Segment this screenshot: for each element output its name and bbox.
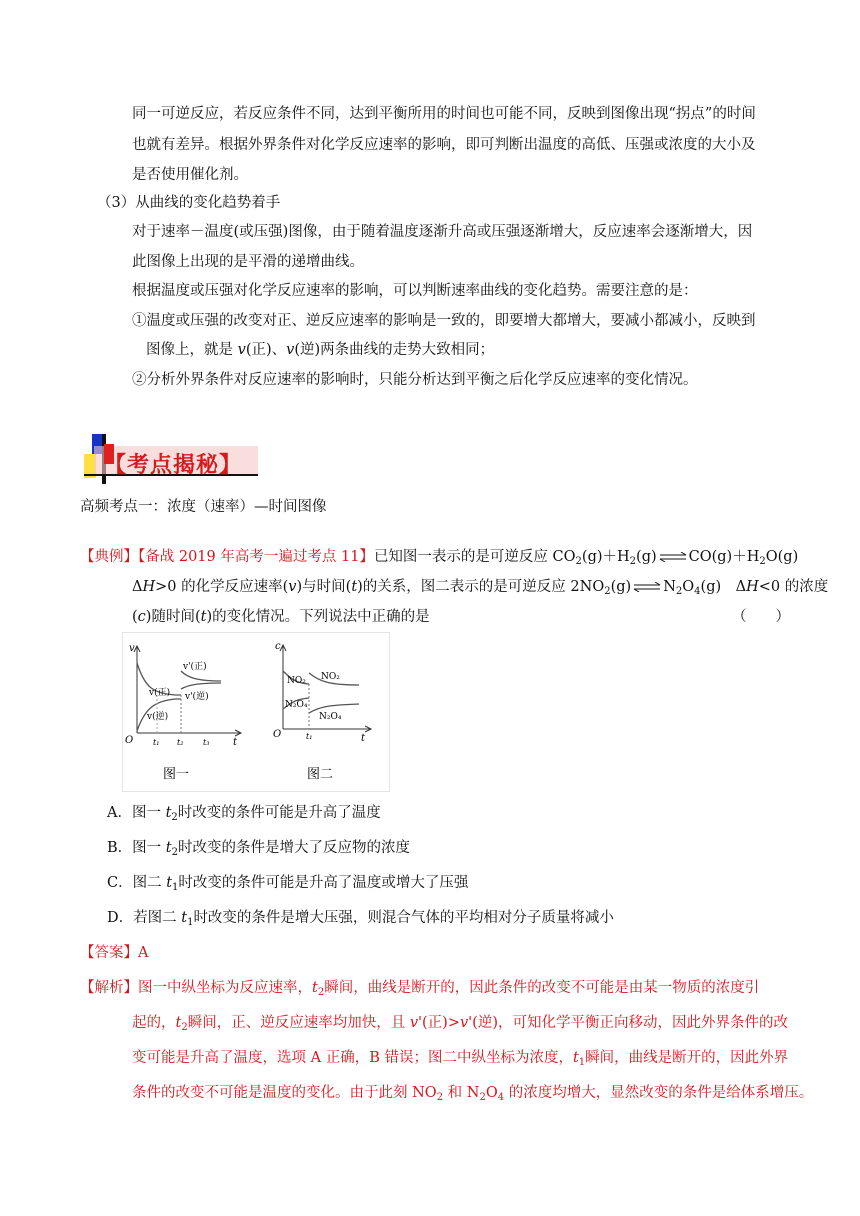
svg-text:v(逆): v(逆)	[147, 712, 169, 722]
analysis-line: 【解析】图一中纵坐标为反应速率，$t_2$瞬间，曲线是断开的，因此条件的改变不可能是由某一物质的浓度引	[80, 980, 760, 998]
para-line: 根据温度或压强对化学反应速率的影响，可以判断速率曲线的变化趋势。需要注意的是：	[132, 283, 698, 299]
option-b: B．图一 $t_2$时改变的条件是增大了反应物的浓度	[107, 840, 410, 858]
example-line: ΔH>0 的化学反应速率(v)与时间(t)的关系，图二表示的是可逆反应 $2NO_2(g)$ $N_2O_4(g)$ ΔH<0 的浓度	[132, 579, 829, 597]
para-line: 也就有差异。根据外界条件对化学反应速率的影响，即可判断出温度的高低、压强或浓度的大小及	[132, 137, 756, 153]
example-line: (c)随时间(t)的变化情况。下列说法中正确的是	[132, 609, 430, 625]
section-heading: （3）从曲线的变化趋势着手	[97, 195, 281, 211]
para-line: 图像上，就是 v(正)、v(逆)两条曲线的走势大致相同；	[146, 342, 495, 358]
option-c: C．图二 $t_1$时改变的条件可能是升高了温度或增大了压强	[107, 875, 469, 893]
svg-text:NO₂: NO₂	[287, 676, 306, 686]
analysis-line: 变可能是升高了温度，选项 A 正确，B 错误；图二中纵坐标为浓度，$t_1$瞬间，曲线是断开的，因此外界	[132, 1050, 789, 1068]
answer-blank: （ ）	[732, 609, 790, 625]
analysis-label: 【解析】	[80, 980, 138, 996]
svg-text:NO₂: NO₂	[321, 672, 340, 682]
figure-one-graph	[125, 643, 241, 748]
svg-text:v(正): v(正)	[149, 688, 171, 698]
topic-heading: 高频考点一：浓度（速率）—时间图像	[80, 499, 327, 515]
fig1-origin: O	[125, 735, 134, 746]
figure-two-graph	[273, 641, 371, 744]
answer-line	[80, 943, 148, 963]
svg-text:t: t	[233, 737, 238, 748]
para-line: 是否使用催化剂。	[132, 167, 248, 183]
example-tag: 【典例】	[80, 549, 138, 565]
option-a: A．图一 $t_2$时改变的条件可能是升高了温度	[107, 805, 381, 823]
svg-text:O: O	[273, 729, 282, 740]
analysis-line: 起的，$t_2$瞬间，正、逆反应速率均加快，且 v'(正)>v'(逆)，可知化学平衡正向移动，因此外界条件的改	[132, 1015, 788, 1033]
para-line: 此图像上出现的是平滑的递增曲线。	[132, 254, 364, 270]
svg-text:N₂O₄: N₂O₄	[319, 712, 342, 722]
fig2-caption: 图二	[307, 767, 334, 782]
para-line: ①温度或压强的改变对正、逆反应速率的影响是一致的，即要增大都增大，要减小都减小，反映到	[132, 313, 756, 329]
para-line: 对于速率－温度(或压强)图像，由于随着温度逐渐升高或压强逐渐增大，反应速率会逐渐增大，因	[132, 224, 753, 240]
equilibrium-arrow	[633, 582, 661, 592]
figure-panel	[122, 632, 390, 792]
fig1-caption: 图一	[163, 767, 190, 782]
para-line: 同一可逆反应，若反应条件不同，达到平衡所用的时间也可能不同，反映到图像出现“拐点”的时间	[132, 106, 756, 122]
banner-text: 【考点揭秘】	[104, 452, 243, 478]
example-line: 【典例】【备战 2019 年高考一遍过考点 11】已知图一表示的是可逆反应 $CO_2(g)+H_2(g)$ $CO(g)+H_2O(g)$	[80, 549, 799, 567]
analysis-line: 条件的改变不可能是温度的变化。由于此刻 $NO_2$ 和 $N_2O_4$ 的浓度均增大，显然改变的条件是给体系增压。	[132, 1085, 814, 1103]
answer-value: A	[138, 945, 149, 961]
equilibrium-arrow	[659, 552, 687, 562]
svg-text:t: t	[361, 733, 366, 744]
svg-text:N₂O₄: N₂O₄	[285, 700, 308, 710]
svg-text:t₁: t₁	[306, 732, 313, 741]
example-source: 【备战 2019 年高考一遍过考点 11】	[138, 549, 374, 565]
svg-text:v'(正): v'(正)	[183, 662, 207, 672]
svg-text:c: c	[275, 641, 281, 652]
option-d: D．若图二 $t_1$时改变的条件是增大压强，则混合气体的平均相对分子质量将减小	[107, 910, 614, 928]
para-line: ②分析外界条件对反应速率的影响时，只能分析达到平衡之后化学反应速率的变化情况。	[132, 372, 698, 388]
answer-label: 【答案】	[80, 945, 138, 961]
svg-text:t₁: t₁	[153, 738, 160, 747]
svg-text:t₂: t₂	[177, 738, 184, 747]
section-banner	[84, 434, 258, 486]
fig1-y-label: v	[129, 643, 135, 654]
svg-text:v'(逆): v'(逆)	[185, 692, 209, 702]
svg-text:t₃: t₃	[203, 738, 210, 747]
